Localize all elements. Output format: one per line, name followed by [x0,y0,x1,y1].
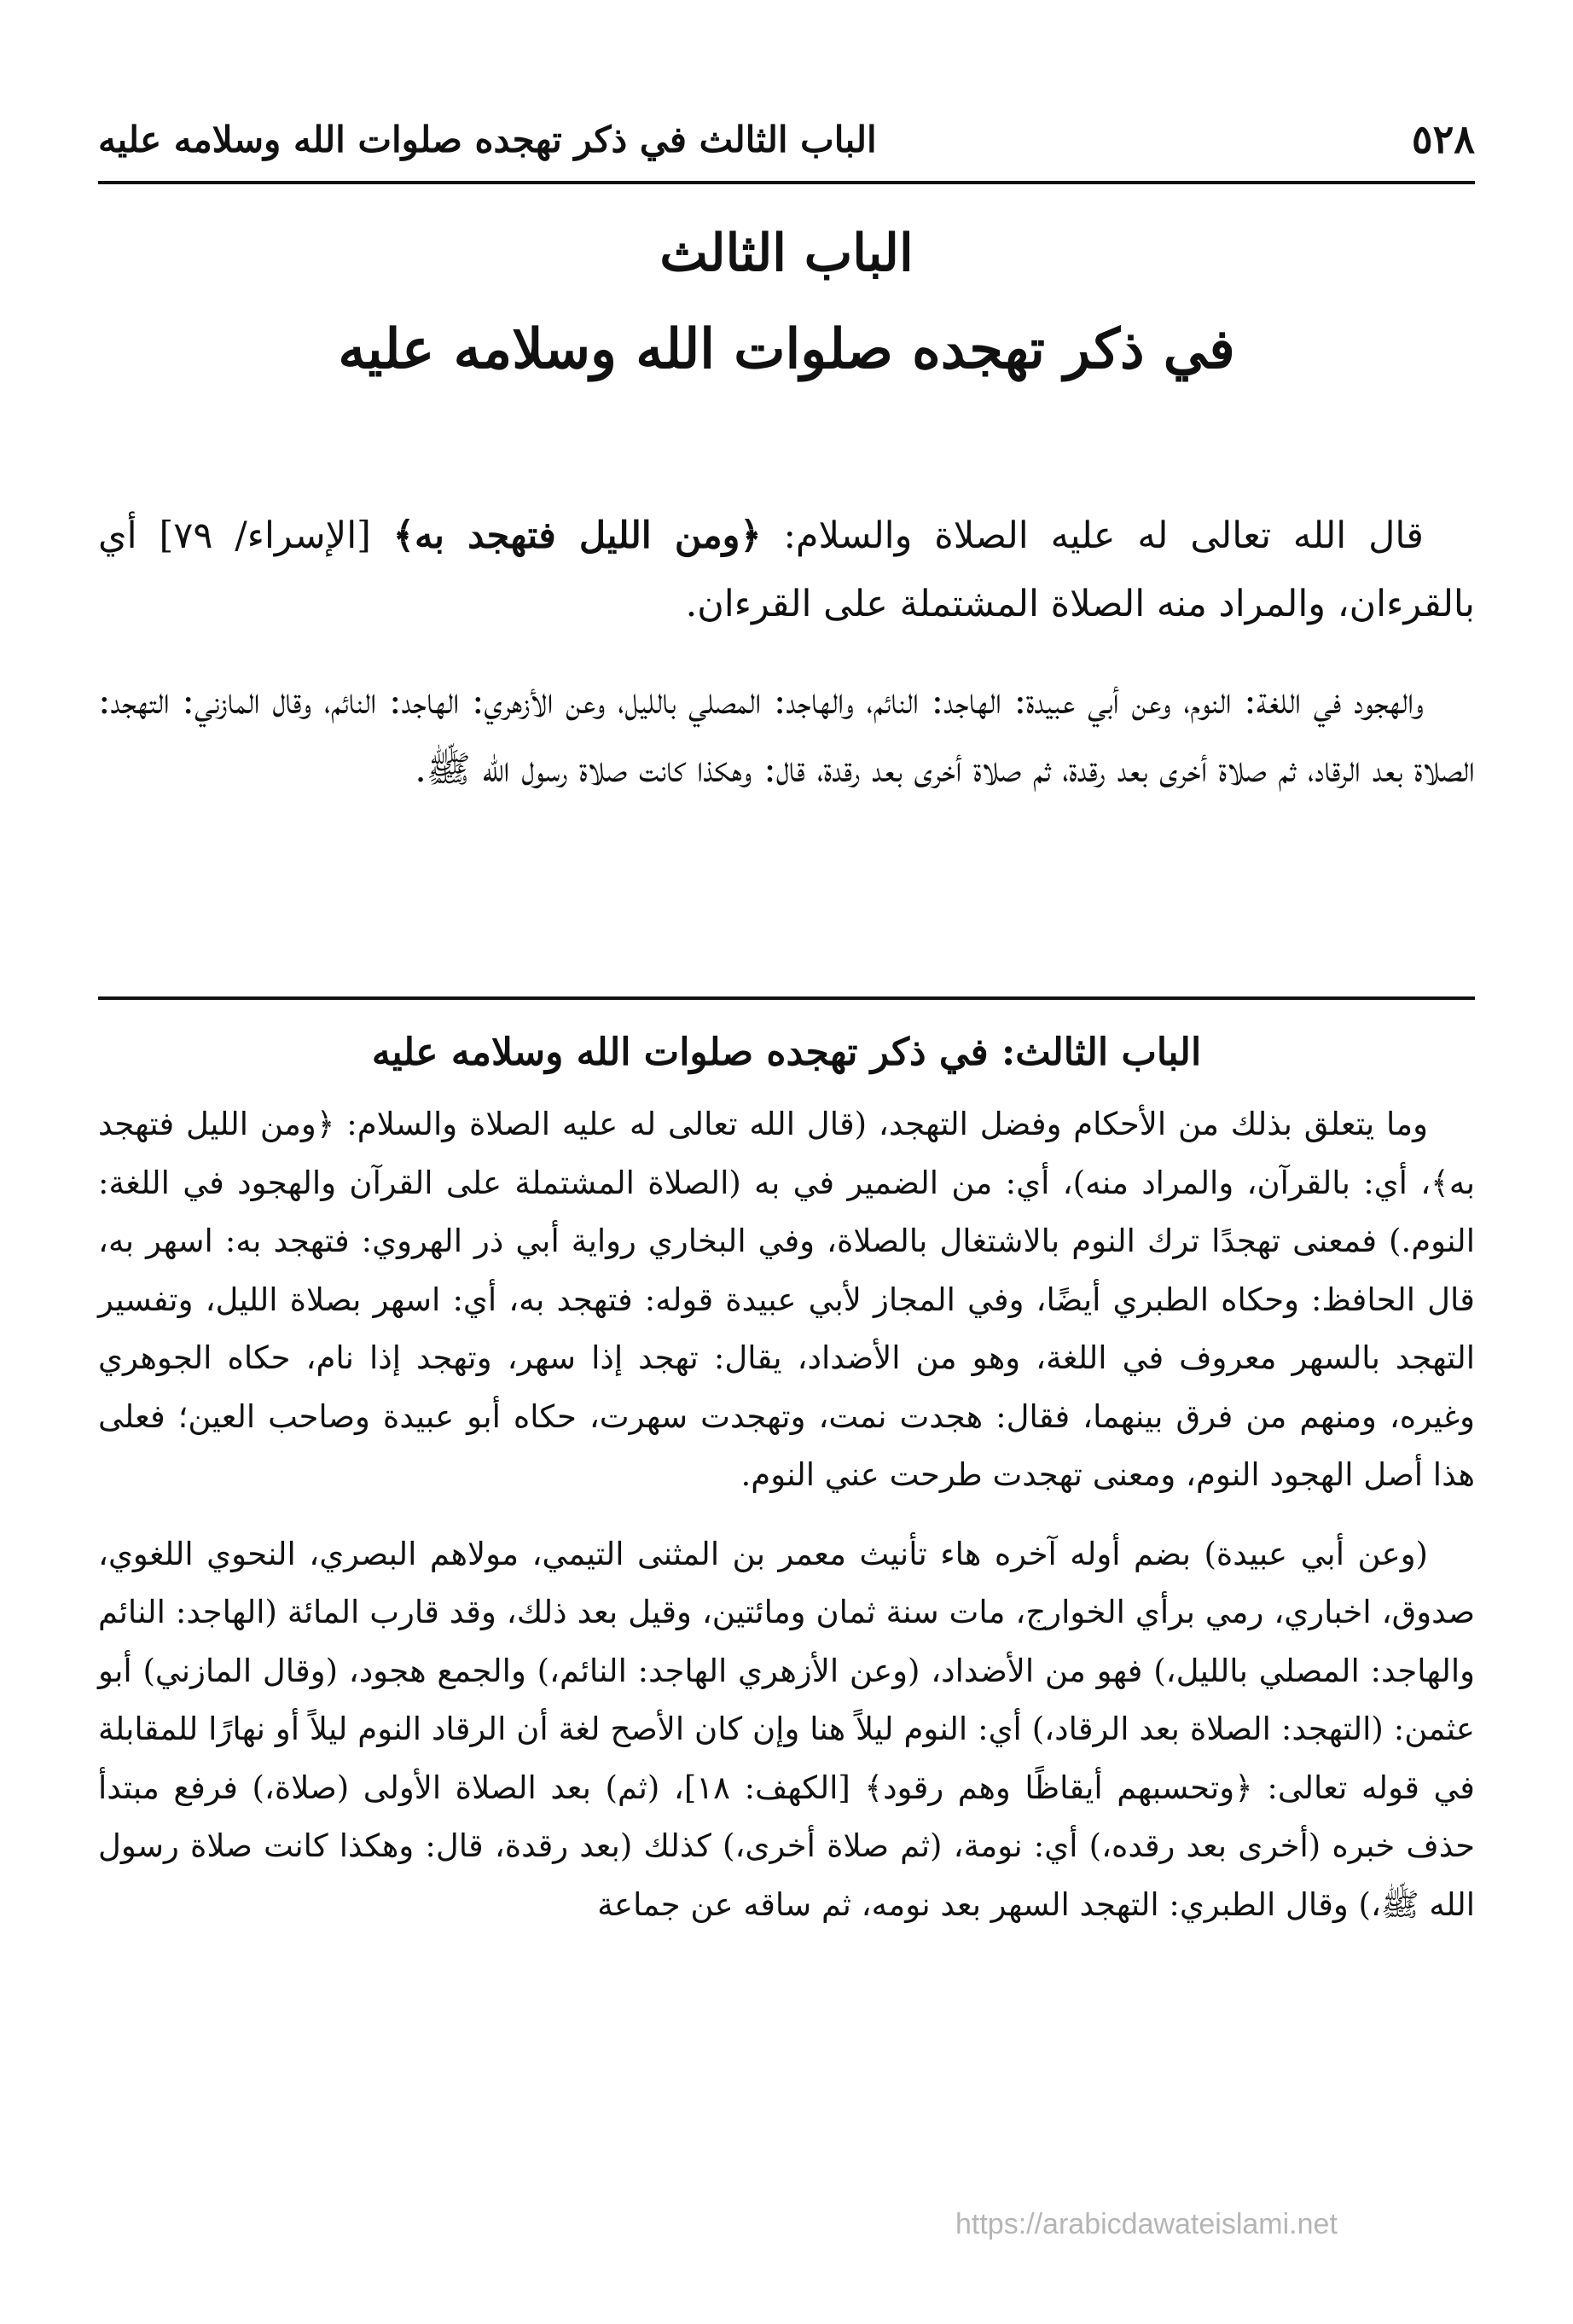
header-divider [98,181,1475,184]
quran-verse: ﴿ومن الليل فتهجد به﴾ [392,514,762,557]
commentary-text [98,1095,1475,1934]
main-paragraph-1-intro: قال الله تعالى له عليه الصلاة والسلام: [761,514,1424,557]
main-paragraph-2: والهجود في اللغة: النوم، وعن أبي عبيدة: الهاجد: النائم، والهاجد: المصلي بالليل، وعن الأزهري: الهاجد: النائم، وقال المازني: التهجد: الصلاة بعد الرقاد، ثم صلاة أخرى بعد رقدة، ثم صلاة أخرى بعد رقدة، قال: وهكذا كانت صلاة رسول الله ﷺ. [98,680,1475,791]
commentary-divider [98,996,1475,1000]
running-header [98,101,1475,177]
main-paragraph-1 [98,502,1475,638]
running-title: الباب الثالث في ذكر تهجده صلوات الله وسلامه عليه [98,118,877,160]
chapter-subtitle: في ذكر تهجده صلوات الله وسلامه عليه [338,317,1235,381]
commentary-paragraph-1: وما يتعلق بذلك من الأحكام وفضل التهجد، (قال الله تعالى له عليه الصلاة والسلام: ﴿ومن الليل فتهجد به﴾، أي: بالقرآن، والمراد منه)، أي: من الضمير في به (الصلاة المشتملة على القرآن والهجود في اللغة: النوم.) فمعنى تهجدًا ترك النوم بالاشتغال بالصلاة، وفي البخاري رواية أبي ذر الهروي: فتهجد به: اسهر به، قال الحافظ: وحكاه الطبري أيضًا، وفي المجاز لأبي عبيدة قوله: فتهجد به، أي: اسهر بصلاة الليل، وتفسير التهجد بالسهر معروف في اللغة، وهو من الأضداد، يقال: تهجد إذا سهر، وتهجد إذا نام، حكاه الجوهري وغيره، ومنهم من فرق بينهما، فقال: هجدت نمت، وتهجدت سهرت، حكاه أبو عبيدة وصاحب العين؛ فعلى هذا أصل الهجود النوم، ومعنى تهجدت طرحت عني النوم. [98,1106,1475,1493]
main-paragraph-1-rest: [الإسراء/ ٧٩] أي بالقرءان، والمراد منه الصلاة المشتملة على القرءان. [98,514,1475,625]
watermark-url: https://arabicdawateislami.net [955,2208,1338,2240]
page-number: ٥٢٨ [1411,116,1475,162]
chapter-title: الباب الثالث [659,224,914,283]
commentary-title: الباب الثالث: في ذكر تهجده صلوات الله وسلامه عليه [371,1031,1202,1074]
main-text [98,502,1475,804]
commentary-paragraph-2: (وعن أبي عبيدة) بضم أوله آخره هاء تأنيث معمر بن المثنى التيمي، مولاهم البصري، النحوي اللغوي، صدوق، اخباري، رمي برأي الخوارج، مات سنة ثمان ومائتين، وقيل بعد ذلك، وقد قارب المائة (الهاجد: النائم والهاجد: المصلي بالليل،) فهو من الأضداد، (وعن الأزهري الهاجد: النائم،) والجمع هجود، (وقال المازني) أبو عثمن: (التهجد: الصلاة بعد الرقاد،) أي: النوم ليلاً هنا وإن كان الأصح لغة أن الرقاد النوم ليلاً أو نهارًا للمقابلة في قوله تعالى: ﴿وتحسبهم أيقاظًا وهم رقود﴾ [الكهف: ١٨]، (ثم) بعد الصلاة الأولى (صلاة،) فرفع مبتدأ حذف خبره (أخرى بعد رقده،) أي: نومة، (ثم صلاة أخرى،) كذلك (بعد رقدة، قال: وهكذا كانت صلاة رسول الله ﷺ،) وقال الطبري: التهجد السهر بعد نومه، ثم ساقه عن جماعة [98,1535,1475,1923]
